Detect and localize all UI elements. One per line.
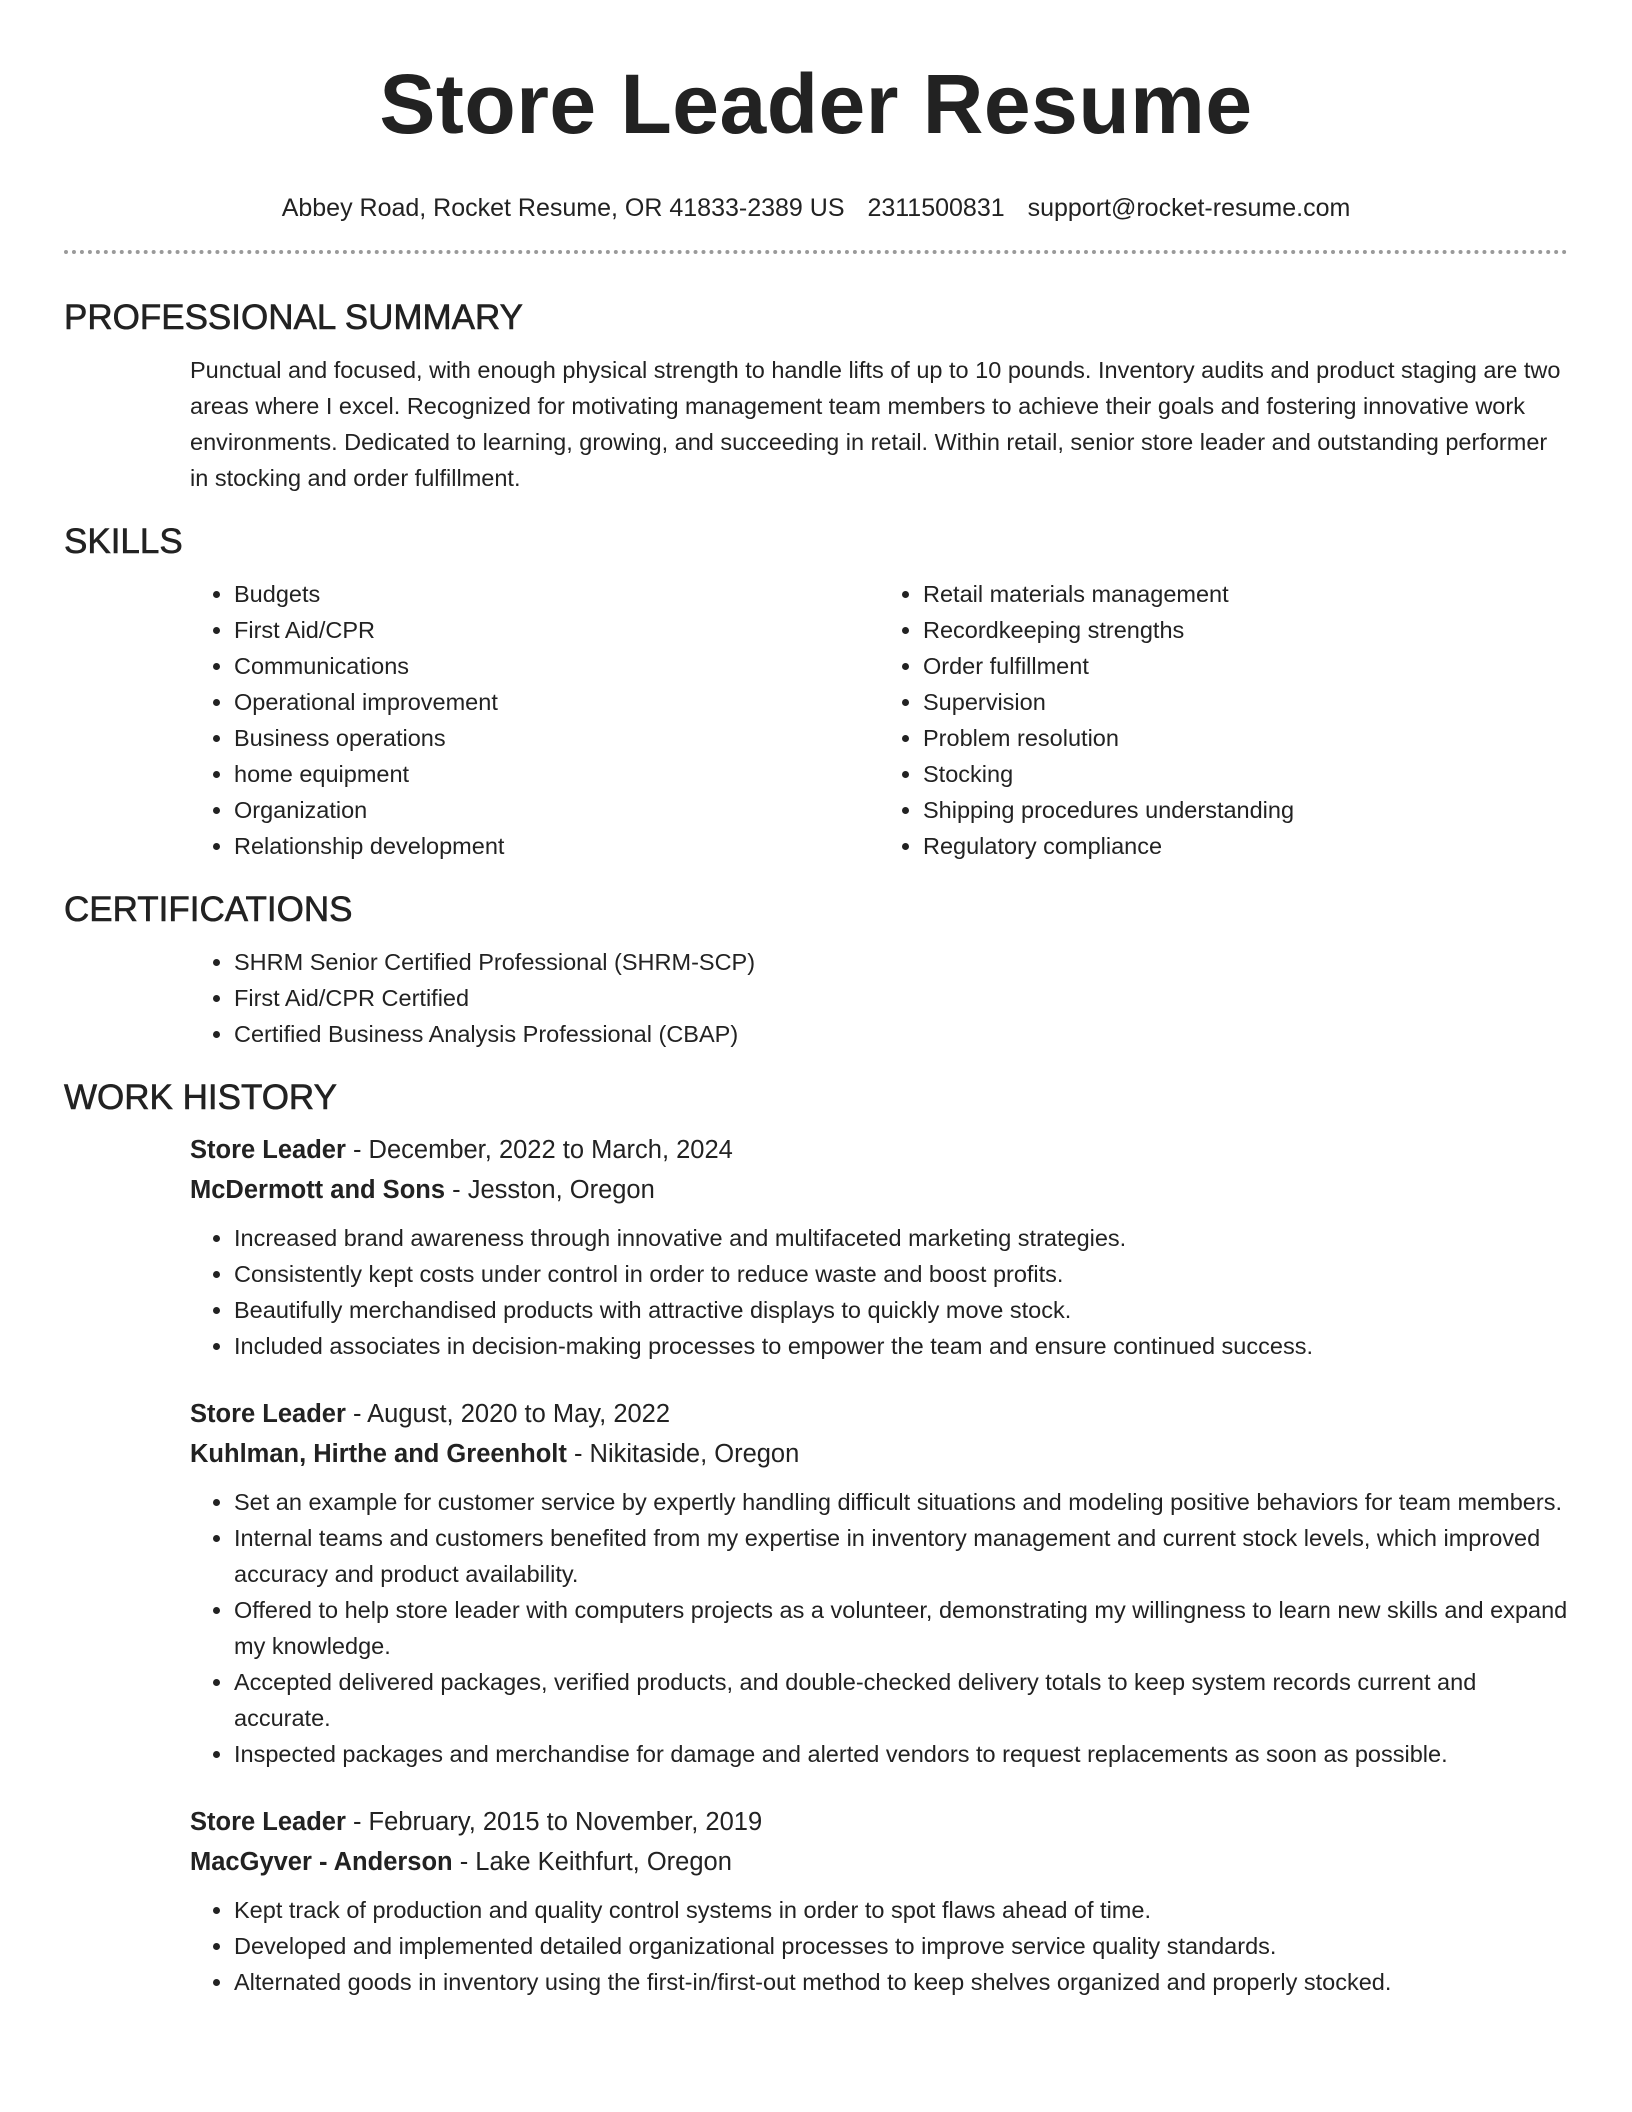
summary-heading: PROFESSIONAL SUMMARY bbox=[64, 298, 523, 337]
job-dates: - February, 2015 to November, 2019 bbox=[345, 1808, 763, 1836]
skills-list-right bbox=[879, 576, 1568, 864]
skill-item: • home equipment bbox=[234, 756, 879, 792]
skill-item: • First Aid/CPR bbox=[234, 612, 879, 648]
skills-heading: SKILLS bbox=[64, 522, 183, 561]
job-location: - Lake Keithfurt, Oregon bbox=[452, 1848, 732, 1876]
skill-item: • Operational improvement bbox=[234, 684, 879, 720]
certification-item: • SHRM Senior Certified Professional (SHRM-SCP) bbox=[234, 944, 1568, 980]
job-entry bbox=[190, 1130, 1568, 1364]
skill-item: • Budgets bbox=[234, 576, 879, 612]
job-bullet: • Developed and implemented detailed organizational processes to improve service quality standards. bbox=[234, 1928, 1568, 1964]
job-bullet: • Included associates in decision-making processes to empower the team and ensure continued success. bbox=[234, 1328, 1568, 1364]
job-role: Store Leader bbox=[190, 1136, 346, 1164]
page-title: Store Leader Resume bbox=[379, 57, 1253, 151]
skill-item: • Organization bbox=[234, 792, 879, 828]
job-company: McDermott and Sons bbox=[190, 1176, 446, 1204]
job-role: Store Leader bbox=[190, 1808, 346, 1836]
job-company-line bbox=[190, 1842, 1568, 1882]
skill-item: • Communications bbox=[234, 648, 879, 684]
skills-list-left bbox=[190, 576, 879, 864]
skill-item: • Stocking bbox=[923, 756, 1568, 792]
skill-item: • Regulatory compliance bbox=[923, 828, 1568, 864]
job-bullet: • Accepted delivered packages, verified products, and double-checked delivery totals to keep system records current and accurate. bbox=[234, 1664, 1568, 1736]
job-bullet: • Alternated goods in inventory using the first-in/first-out method to keep shelves organized and properly stocked. bbox=[234, 1964, 1568, 2000]
skill-item: • Recordkeeping strengths bbox=[923, 612, 1568, 648]
summary-text: Punctual and focused, with enough physical strength to handle lifts of up to 10 pounds. Inventory audits and product staging are two areas where I excel. Recognized for motivating management team members to achieve their goals and fostering innovative work environments. Dedicated to learning, growing, and succeeding in retail. Within retail, senior store leader and outstanding performer in stocking and order fulfillment. bbox=[190, 357, 1561, 491]
job-title-line bbox=[190, 1394, 1568, 1434]
certification-item: • Certified Business Analysis Professional (CBAP) bbox=[234, 1016, 1568, 1052]
certifications-heading: CERTIFICATIONS bbox=[64, 890, 353, 929]
certifications-list bbox=[190, 944, 1568, 1052]
job-location: - Nikitaside, Oregon bbox=[566, 1440, 800, 1468]
job-bullets bbox=[190, 1220, 1568, 1364]
job-bullet: • Beautifully merchandised products with attractive displays to quickly move stock. bbox=[234, 1292, 1568, 1328]
job-company: MacGyver - Anderson bbox=[190, 1848, 453, 1876]
work-history-block bbox=[64, 1130, 1568, 2000]
certification-item: • First Aid/CPR Certified bbox=[234, 980, 1568, 1016]
job-title-line bbox=[190, 1130, 1568, 1170]
work-history-heading: WORK HISTORY bbox=[64, 1078, 337, 1117]
job-entry bbox=[190, 1802, 1568, 2000]
skill-item: • Problem resolution bbox=[923, 720, 1568, 756]
job-dates: - August, 2020 to May, 2022 bbox=[345, 1400, 671, 1428]
job-bullet: • Consistently kept costs under control in order to reduce waste and boost profits. bbox=[234, 1256, 1568, 1292]
job-bullet: • Offered to help store leader with computers projects as a volunteer, demonstrating my willingness to learn new skills and expand my knowledge. bbox=[234, 1592, 1568, 1664]
contact-email: support@rocket-resume.com bbox=[1027, 194, 1351, 222]
skill-item: • Retail materials management bbox=[923, 576, 1568, 612]
job-company: Kuhlman, Hirthe and Greenholt bbox=[190, 1440, 567, 1468]
header-divider bbox=[64, 250, 1568, 254]
skill-item: • Relationship development bbox=[234, 828, 879, 864]
job-bullet: • Increased brand awareness through innovative and multifaceted marketing strategies. bbox=[234, 1220, 1568, 1256]
job-role: Store Leader bbox=[190, 1400, 346, 1428]
contact-address: Abbey Road, Rocket Resume, OR 41833-2389 US bbox=[281, 194, 845, 222]
job-bullet: • Internal teams and customers benefited from my expertise in inventory management and current stock levels, which improved accuracy and product availability. bbox=[234, 1520, 1568, 1592]
skill-item: • Business operations bbox=[234, 720, 879, 756]
job-bullet: • Kept track of production and quality control systems in order to spot flaws ahead of time. bbox=[234, 1892, 1568, 1928]
contact-phone: 2311500831 bbox=[867, 194, 1005, 222]
job-bullets bbox=[190, 1484, 1568, 1772]
job-title-line bbox=[190, 1802, 1568, 1842]
contact-line bbox=[64, 192, 1568, 224]
job-dates: - December, 2022 to March, 2024 bbox=[345, 1136, 733, 1164]
job-bullets bbox=[190, 1892, 1568, 2000]
job-company-line bbox=[190, 1434, 1568, 1474]
skill-item: • Shipping procedures understanding bbox=[923, 792, 1568, 828]
skill-item: • Order fulfillment bbox=[923, 648, 1568, 684]
job-location: - Jesston, Oregon bbox=[445, 1176, 655, 1204]
job-bullet: • Set an example for customer service by expertly handling difficult situations and modeling positive behaviors for team members. bbox=[234, 1484, 1568, 1520]
skill-item: • Supervision bbox=[923, 684, 1568, 720]
certifications-block bbox=[64, 944, 1568, 1052]
job-bullet: • Inspected packages and merchandise for damage and alerted vendors to request replacements as soon as possible. bbox=[234, 1736, 1568, 1772]
job-entry bbox=[190, 1394, 1568, 1772]
job-company-line bbox=[190, 1170, 1568, 1210]
skills-block bbox=[64, 576, 1568, 864]
